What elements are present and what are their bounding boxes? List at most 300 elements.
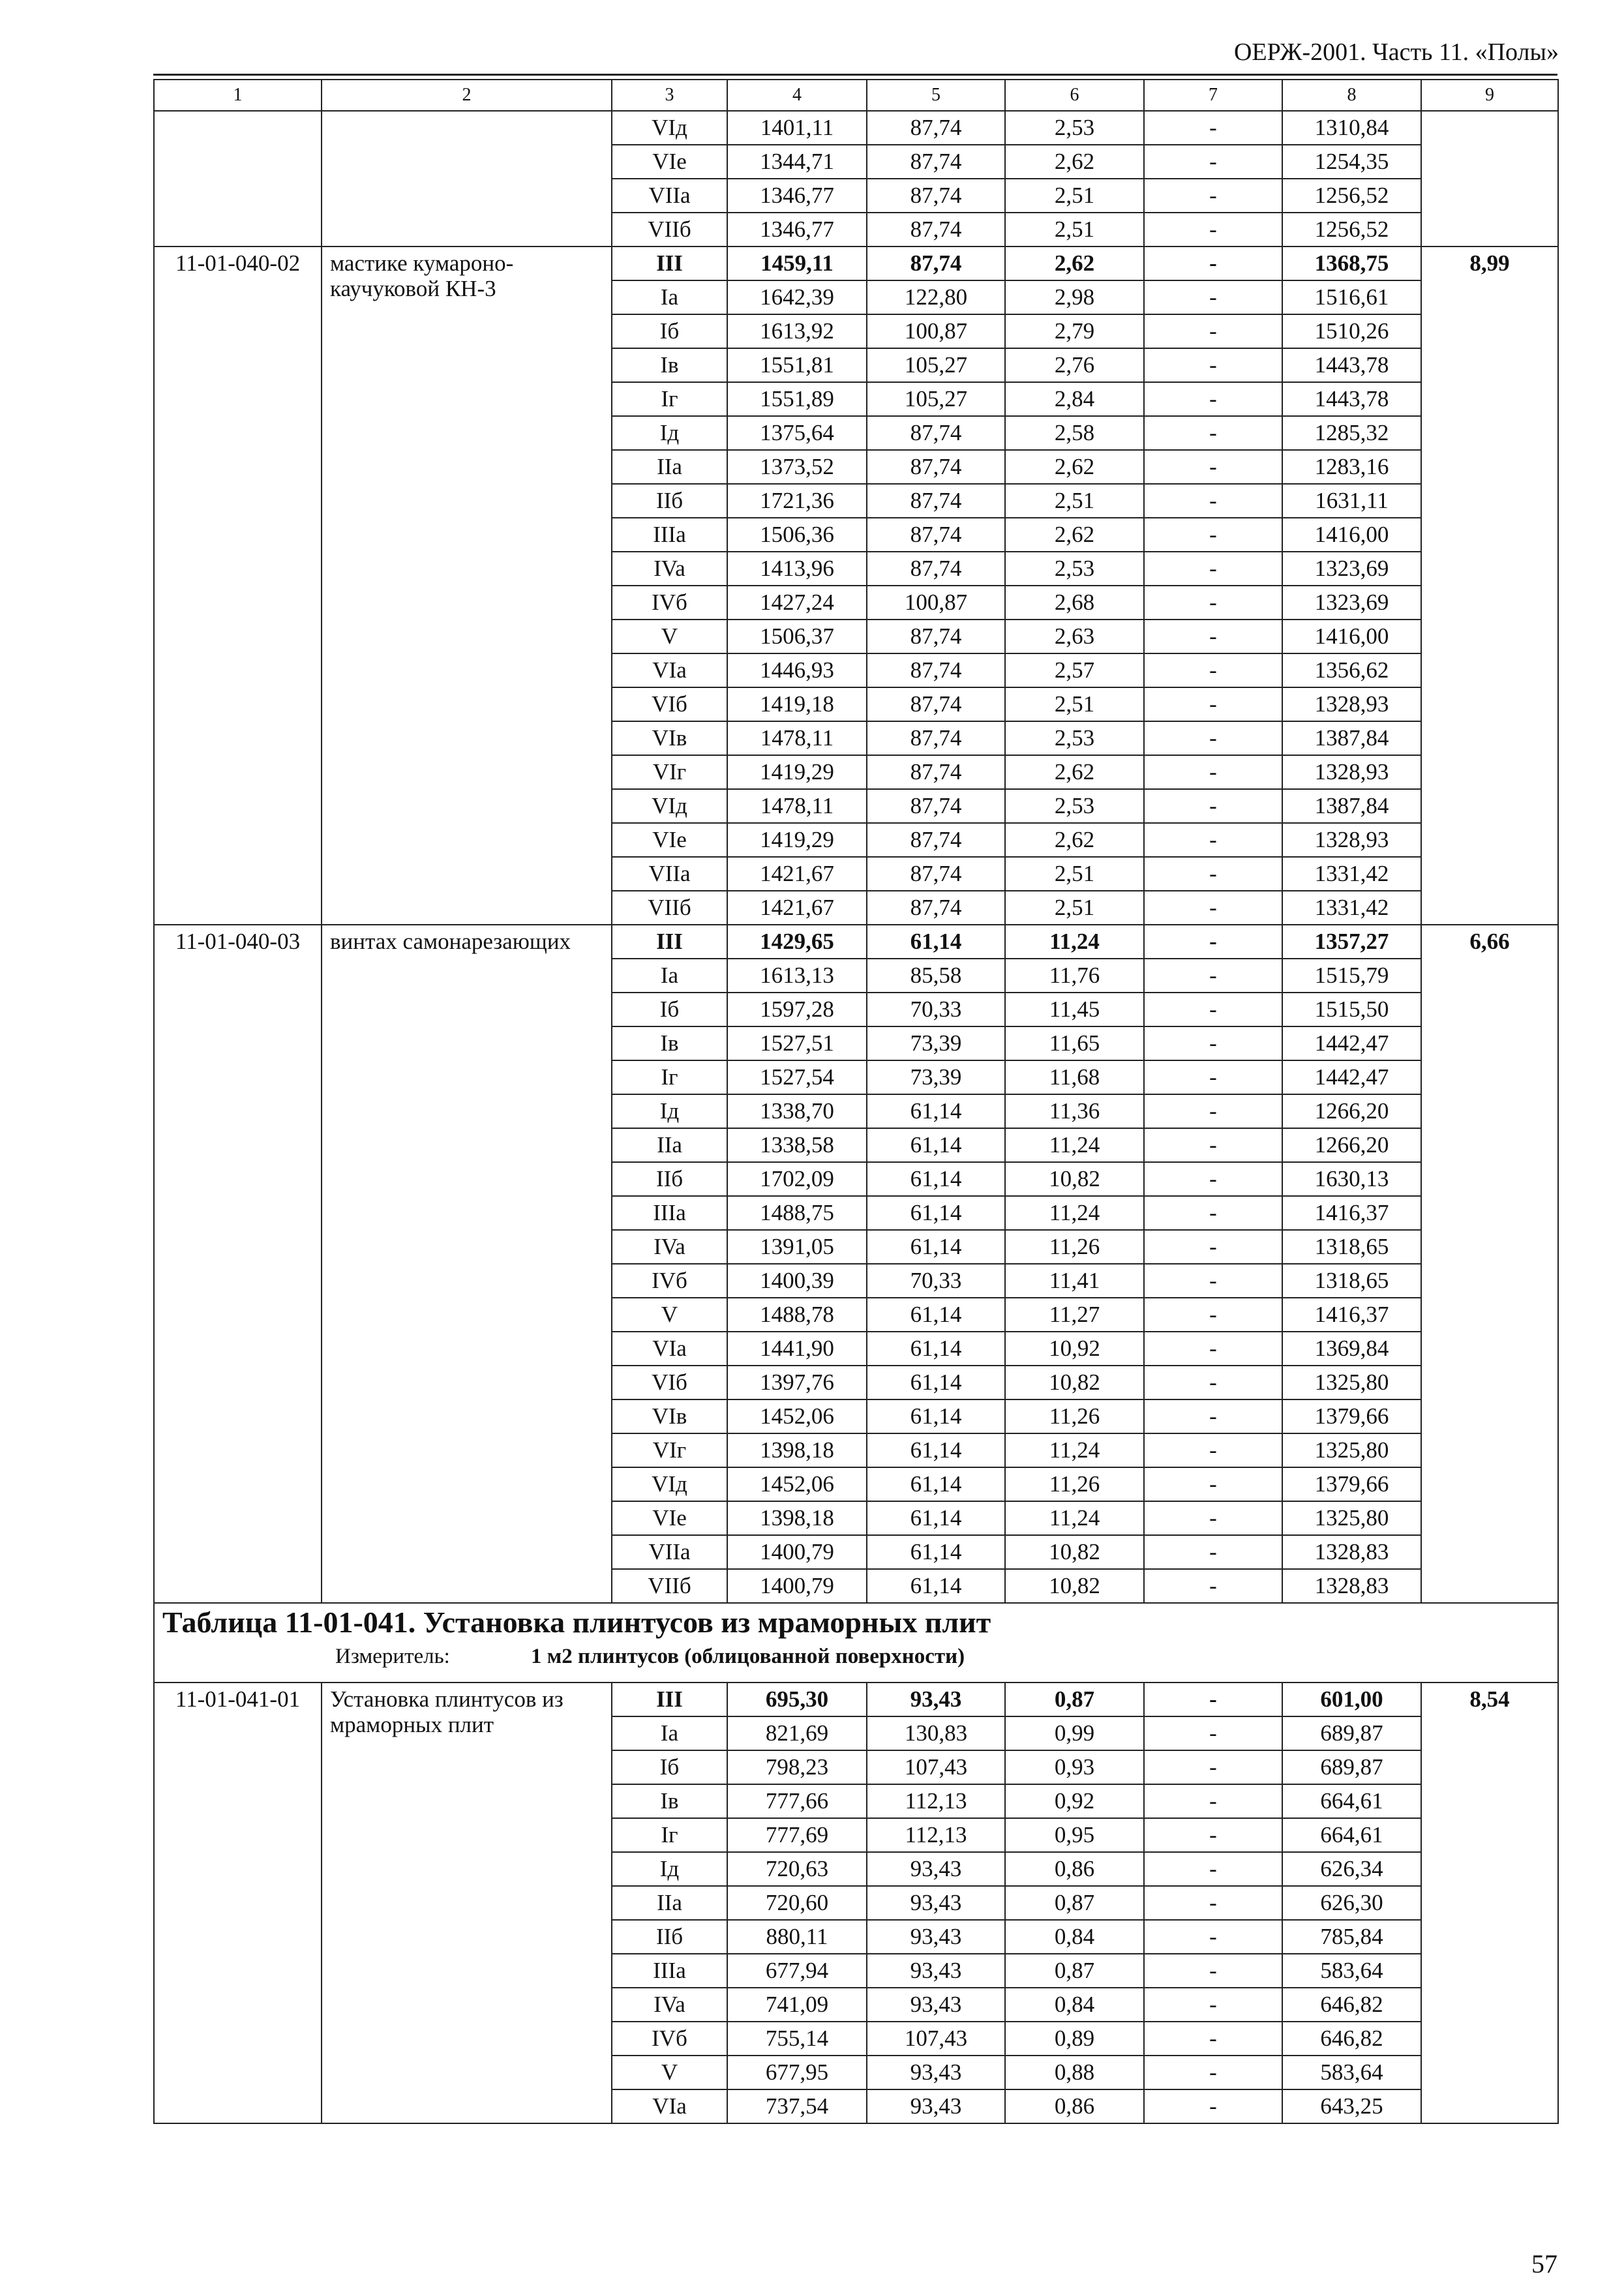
cell-drivers: - [1144, 857, 1282, 891]
cell-labor: 87,74 [867, 213, 1005, 247]
cell-direct-costs: 1527,54 [727, 1060, 867, 1094]
cell-labor: 73,39 [867, 1060, 1005, 1094]
cell-drivers: - [1144, 484, 1282, 518]
cell-zone: VIe [612, 823, 727, 857]
cell-materials: 646,82 [1282, 2022, 1421, 2056]
column-number: 8 [1282, 80, 1421, 111]
running-header: ОЕРЖ-2001. Часть 11. «Полы» [1233, 38, 1559, 66]
cell-machines: 11,24 [1005, 1433, 1144, 1467]
cell-materials: 1254,35 [1282, 145, 1421, 179]
cell-labor: 87,74 [867, 891, 1005, 925]
cell-labor: 73,39 [867, 1026, 1005, 1060]
cell-machines: 11,65 [1005, 1026, 1144, 1060]
cell-drivers: - [1144, 1196, 1282, 1230]
cell-code [154, 111, 322, 247]
cell-machines: 11,26 [1005, 1467, 1144, 1501]
cell-materials: 689,87 [1282, 1716, 1421, 1750]
cell-machines: 0,87 [1005, 1886, 1144, 1920]
cell-zone: Iв [612, 1784, 727, 1818]
cell-zone: Ia [612, 280, 727, 314]
cell-machines: 2,62 [1005, 755, 1144, 789]
cell-direct-costs: 798,23 [727, 1750, 867, 1784]
table-row [154, 925, 1558, 959]
cell-labor: 93,43 [867, 1886, 1005, 1920]
cell-labor: 87,74 [867, 823, 1005, 857]
cell-direct-costs: 1397,76 [727, 1366, 867, 1399]
cell-direct-costs: 1488,75 [727, 1196, 867, 1230]
cell-materials: 1630,13 [1282, 1162, 1421, 1196]
cell-zone: VIг [612, 1433, 727, 1467]
header-rule [153, 74, 1557, 76]
cell-zone: VIa [612, 2089, 727, 2123]
cell-drivers: - [1144, 1094, 1282, 1128]
cell-drivers: - [1144, 213, 1282, 247]
cell-materials: 1515,50 [1282, 993, 1421, 1026]
cell-labor: 107,43 [867, 2022, 1005, 2056]
cell-drivers: - [1144, 620, 1282, 653]
cell-direct-costs: 1527,51 [727, 1026, 867, 1060]
cell-zone: Iд [612, 1852, 727, 1886]
cell-machines: 0,95 [1005, 1818, 1144, 1852]
cell-labor: 61,14 [867, 1332, 1005, 1366]
cell-direct-costs: 821,69 [727, 1716, 867, 1750]
cell-labor: 100,87 [867, 314, 1005, 348]
table-title-row [154, 1603, 1558, 1683]
cell-machines: 11,24 [1005, 925, 1144, 959]
cell-direct-costs: 1421,67 [727, 857, 867, 891]
cell-zone: VIб [612, 687, 727, 721]
cell-materials: 1328,83 [1282, 1569, 1421, 1603]
cell-drivers: - [1144, 247, 1282, 280]
cell-direct-costs: 1551,81 [727, 348, 867, 382]
cell-zone: Iв [612, 348, 727, 382]
cell-direct-costs: 720,60 [727, 1886, 867, 1920]
cell-machines: 10,92 [1005, 1332, 1144, 1366]
cell-direct-costs: 1391,05 [727, 1230, 867, 1264]
cell-labor: 61,14 [867, 1128, 1005, 1162]
cell-zone: VIIa [612, 1535, 727, 1569]
cell-drivers: - [1144, 789, 1282, 823]
cell-machines: 2,63 [1005, 620, 1144, 653]
cell-materials: 1323,69 [1282, 586, 1421, 620]
cell-machines: 10,82 [1005, 1569, 1144, 1603]
cell-zone: VIб [612, 1366, 727, 1399]
cell-machines: 2,51 [1005, 891, 1144, 925]
cell-zone: IIб [612, 484, 727, 518]
cell-zone: VIв [612, 1399, 727, 1433]
cell-direct-costs: 1721,36 [727, 484, 867, 518]
cell-materials: 1442,47 [1282, 1026, 1421, 1060]
cell-machines: 10,82 [1005, 1366, 1144, 1399]
cell-materials: 643,25 [1282, 2089, 1421, 2123]
cell-zone: IIa [612, 1886, 727, 1920]
cell-materials: 1266,20 [1282, 1094, 1421, 1128]
cell-direct-costs: 777,66 [727, 1784, 867, 1818]
cell-name [322, 111, 612, 247]
cell-labor: 87,74 [867, 755, 1005, 789]
cell-drivers: - [1144, 1569, 1282, 1603]
cell-machines: 2,98 [1005, 280, 1144, 314]
cell-zone: IVa [612, 1230, 727, 1264]
cell-machines: 2,62 [1005, 823, 1144, 857]
cell-drivers: - [1144, 1366, 1282, 1399]
cell-direct-costs: 1400,39 [727, 1264, 867, 1298]
cell-zone: Iб [612, 1750, 727, 1784]
cell-machines: 2,51 [1005, 857, 1144, 891]
cell-col9: 6,66 [1421, 925, 1558, 1603]
column-number: 5 [867, 80, 1005, 111]
table-title: Таблица 11-01-041. Установка плинтусов из мраморных плит [162, 1606, 991, 1639]
cell-drivers: - [1144, 1683, 1282, 1716]
cell-materials: 626,30 [1282, 1886, 1421, 1920]
cell-col9 [1421, 111, 1558, 247]
cell-zone: VIд [612, 111, 727, 145]
cell-direct-costs: 677,94 [727, 1954, 867, 1988]
cell-materials: 1416,37 [1282, 1298, 1421, 1332]
column-number: 7 [1144, 80, 1282, 111]
cell-machines: 0,86 [1005, 2089, 1144, 2123]
cell-machines: 10,82 [1005, 1162, 1144, 1196]
cell-materials: 1285,32 [1282, 416, 1421, 450]
cell-direct-costs: 1398,18 [727, 1433, 867, 1467]
cell-machines: 0,84 [1005, 1988, 1144, 2022]
cell-labor: 70,33 [867, 993, 1005, 1026]
cell-materials: 1510,26 [1282, 314, 1421, 348]
cell-labor: 87,74 [867, 552, 1005, 586]
cell-direct-costs: 1419,18 [727, 687, 867, 721]
cell-zone: VIIб [612, 1569, 727, 1603]
cell-labor: 70,33 [867, 1264, 1005, 1298]
cell-labor: 87,74 [867, 687, 1005, 721]
cell-drivers: - [1144, 1886, 1282, 1920]
cell-materials: 785,84 [1282, 1920, 1421, 1954]
cell-labor: 93,43 [867, 2056, 1005, 2089]
cell-direct-costs: 1344,71 [727, 145, 867, 179]
cell-labor: 87,74 [867, 179, 1005, 213]
cell-labor: 61,14 [867, 1094, 1005, 1128]
cell-labor: 61,14 [867, 1196, 1005, 1230]
cell-direct-costs: 1446,93 [727, 653, 867, 687]
cell-direct-costs: 1478,11 [727, 789, 867, 823]
cell-direct-costs: 1597,28 [727, 993, 867, 1026]
cell-direct-costs: 1459,11 [727, 247, 867, 280]
cell-direct-costs: 1400,79 [727, 1569, 867, 1603]
cell-code: 11-01-040-03 [154, 925, 322, 1603]
cell-direct-costs: 1551,89 [727, 382, 867, 416]
cell-zone: V [612, 2056, 727, 2089]
cell-machines: 2,53 [1005, 721, 1144, 755]
cell-materials: 664,61 [1282, 1818, 1421, 1852]
cell-drivers: - [1144, 552, 1282, 586]
cell-drivers: - [1144, 348, 1282, 382]
cell-machines: 2,76 [1005, 348, 1144, 382]
cell-machines: 11,41 [1005, 1264, 1144, 1298]
cell-labor: 61,14 [867, 1501, 1005, 1535]
cell-materials: 1318,65 [1282, 1264, 1421, 1298]
cell-drivers: - [1144, 179, 1282, 213]
cell-materials: 601,00 [1282, 1683, 1421, 1716]
cell-labor: 87,74 [867, 247, 1005, 280]
cell-zone: Iв [612, 1026, 727, 1060]
cell-labor: 100,87 [867, 586, 1005, 620]
cell-drivers: - [1144, 586, 1282, 620]
cell-machines: 2,79 [1005, 314, 1144, 348]
cell-direct-costs: 1452,06 [727, 1467, 867, 1501]
cell-direct-costs: 737,54 [727, 2089, 867, 2123]
cell-labor: 87,74 [867, 721, 1005, 755]
cell-drivers: - [1144, 925, 1282, 959]
meter-label: Измеритель: [335, 1644, 450, 1668]
cell-zone: IIIa [612, 1954, 727, 1988]
cell-drivers: - [1144, 1818, 1282, 1852]
cell-zone: III [612, 247, 727, 280]
cell-machines: 0,99 [1005, 1716, 1144, 1750]
cell-labor: 61,14 [867, 925, 1005, 959]
cell-direct-costs: 741,09 [727, 1988, 867, 2022]
cell-zone: VIIa [612, 179, 727, 213]
cell-drivers: - [1144, 687, 1282, 721]
cell-labor: 107,43 [867, 1750, 1005, 1784]
cell-direct-costs: 1702,09 [727, 1162, 867, 1196]
cell-drivers: - [1144, 1920, 1282, 1954]
cell-drivers: - [1144, 755, 1282, 789]
cell-direct-costs: 1441,90 [727, 1332, 867, 1366]
cell-zone: VIг [612, 755, 727, 789]
meter-value: 1 м2 плинтусов (облицованной поверхности) [531, 1644, 965, 1668]
cell-machines: 2,58 [1005, 416, 1144, 450]
cell-labor: 61,14 [867, 1162, 1005, 1196]
cell-materials: 583,64 [1282, 2056, 1421, 2089]
cell-materials: 1256,52 [1282, 179, 1421, 213]
cell-machines: 11,26 [1005, 1230, 1144, 1264]
cell-materials: 1516,61 [1282, 280, 1421, 314]
cell-drivers: - [1144, 1298, 1282, 1332]
cell-labor: 61,14 [867, 1366, 1005, 1399]
column-number: 9 [1421, 80, 1558, 111]
cell-materials: 1368,75 [1282, 247, 1421, 280]
meter-line [162, 1645, 1557, 1668]
cell-labor: 61,14 [867, 1230, 1005, 1264]
cell-zone: VIa [612, 1332, 727, 1366]
cell-labor: 87,74 [867, 145, 1005, 179]
cell-machines: 2,51 [1005, 179, 1144, 213]
cell-drivers: - [1144, 1501, 1282, 1535]
cell-machines: 11,76 [1005, 959, 1144, 993]
cell-machines: 11,24 [1005, 1196, 1144, 1230]
cell-drivers: - [1144, 2022, 1282, 2056]
cell-labor: 93,43 [867, 1852, 1005, 1886]
cell-direct-costs: 677,95 [727, 2056, 867, 2089]
cell-zone: VIв [612, 721, 727, 755]
cell-drivers: - [1144, 1264, 1282, 1298]
cell-materials: 1379,66 [1282, 1467, 1421, 1501]
cell-direct-costs: 1427,24 [727, 586, 867, 620]
cell-materials: 1256,52 [1282, 213, 1421, 247]
cell-zone: IVб [612, 1264, 727, 1298]
cell-materials: 1443,78 [1282, 382, 1421, 416]
cell-machines: 2,84 [1005, 382, 1144, 416]
cell-zone: IIa [612, 450, 727, 484]
cell-zone: III [612, 1683, 727, 1716]
cell-materials: 1283,16 [1282, 450, 1421, 484]
cell-zone: VIa [612, 653, 727, 687]
cell-machines: 11,24 [1005, 1128, 1144, 1162]
cell-drivers: - [1144, 1230, 1282, 1264]
cell-zone: Ia [612, 1716, 727, 1750]
cell-materials: 689,87 [1282, 1750, 1421, 1784]
cell-drivers: - [1144, 1954, 1282, 1988]
cell-direct-costs: 1346,77 [727, 213, 867, 247]
cell-materials: 1323,69 [1282, 552, 1421, 586]
cell-direct-costs: 1338,58 [727, 1128, 867, 1162]
cell-materials: 1369,84 [1282, 1332, 1421, 1366]
cell-labor: 87,74 [867, 450, 1005, 484]
cell-materials: 1416,00 [1282, 518, 1421, 552]
cell-zone: VIIa [612, 857, 727, 891]
cell-machines: 11,26 [1005, 1399, 1144, 1433]
cell-direct-costs: 1419,29 [727, 755, 867, 789]
cell-zone: Ia [612, 959, 727, 993]
cell-materials: 1515,79 [1282, 959, 1421, 993]
cell-direct-costs: 1400,79 [727, 1535, 867, 1569]
cell-machines: 11,68 [1005, 1060, 1144, 1094]
cell-labor: 87,74 [867, 111, 1005, 145]
cell-machines: 2,62 [1005, 518, 1144, 552]
cell-labor: 87,74 [867, 857, 1005, 891]
table-row [154, 111, 1558, 145]
cell-drivers: - [1144, 993, 1282, 1026]
cell-labor: 61,14 [867, 1467, 1005, 1501]
cell-labor: 61,14 [867, 1298, 1005, 1332]
cell-materials: 1310,84 [1282, 111, 1421, 145]
cell-machines: 11,27 [1005, 1298, 1144, 1332]
cell-materials: 1356,62 [1282, 653, 1421, 687]
cell-zone: Iб [612, 993, 727, 1026]
cell-zone: VIe [612, 145, 727, 179]
cell-materials: 1631,11 [1282, 484, 1421, 518]
cell-drivers: - [1144, 416, 1282, 450]
cell-name: мастике кумароно-каучуковой КН-3 [322, 247, 612, 925]
cell-direct-costs: 1398,18 [727, 1501, 867, 1535]
cell-zone: Iд [612, 1094, 727, 1128]
cell-direct-costs: 1506,37 [727, 620, 867, 653]
cell-machines: 2,51 [1005, 213, 1144, 247]
cell-machines: 2,53 [1005, 789, 1144, 823]
cell-materials: 1387,84 [1282, 789, 1421, 823]
cell-drivers: - [1144, 1535, 1282, 1569]
cell-materials: 1331,42 [1282, 891, 1421, 925]
cell-code: 11-01-040-02 [154, 247, 322, 925]
cell-materials: 1331,42 [1282, 857, 1421, 891]
cell-direct-costs: 777,69 [727, 1818, 867, 1852]
cell-drivers: - [1144, 2089, 1282, 2123]
cell-zone: IIб [612, 1162, 727, 1196]
cell-materials: 1442,47 [1282, 1060, 1421, 1094]
cell-machines: 0,89 [1005, 2022, 1144, 2056]
column-number: 1 [154, 80, 322, 111]
cell-zone: Iг [612, 1818, 727, 1852]
cell-materials: 1328,83 [1282, 1535, 1421, 1569]
cell-zone: VIд [612, 789, 727, 823]
cell-machines: 2,53 [1005, 111, 1144, 145]
cell-labor: 93,43 [867, 1988, 1005, 2022]
cell-labor: 93,43 [867, 1920, 1005, 1954]
cell-machines: 0,87 [1005, 1683, 1144, 1716]
cell-materials: 1318,65 [1282, 1230, 1421, 1264]
cell-zone: IVб [612, 2022, 727, 2056]
cell-labor: 85,58 [867, 959, 1005, 993]
cell-labor: 61,14 [867, 1399, 1005, 1433]
cell-col9: 8,54 [1421, 1683, 1558, 2123]
column-number: 2 [322, 80, 612, 111]
cell-direct-costs: 1613,13 [727, 959, 867, 993]
cell-materials: 1266,20 [1282, 1128, 1421, 1162]
cell-labor: 87,74 [867, 653, 1005, 687]
cell-materials: 1325,80 [1282, 1433, 1421, 1467]
cell-labor: 105,27 [867, 348, 1005, 382]
cell-materials: 1357,27 [1282, 925, 1421, 959]
cell-materials: 583,64 [1282, 1954, 1421, 1988]
cell-name: Установка плинтусов из мраморных плит [322, 1683, 612, 2123]
cell-machines: 0,93 [1005, 1750, 1144, 1784]
cell-drivers: - [1144, 1026, 1282, 1060]
cell-materials: 1328,93 [1282, 755, 1421, 789]
cell-materials: 1325,80 [1282, 1366, 1421, 1399]
cell-drivers: - [1144, 653, 1282, 687]
cell-zone: VIIб [612, 891, 727, 925]
cell-drivers: - [1144, 1784, 1282, 1818]
cell-direct-costs: 880,11 [727, 1920, 867, 1954]
cell-zone: Iд [612, 416, 727, 450]
cell-direct-costs: 1452,06 [727, 1399, 867, 1433]
cell-machines: 11,24 [1005, 1501, 1144, 1535]
cell-machines: 10,82 [1005, 1535, 1144, 1569]
cell-materials: 1328,93 [1282, 823, 1421, 857]
cell-drivers: - [1144, 1433, 1282, 1467]
cell-drivers: - [1144, 823, 1282, 857]
cell-machines: 2,53 [1005, 552, 1144, 586]
column-number: 3 [612, 80, 727, 111]
cell-direct-costs: 1488,78 [727, 1298, 867, 1332]
cell-code: 11-01-041-01 [154, 1683, 322, 2123]
cell-machines: 11,45 [1005, 993, 1144, 1026]
cell-direct-costs: 1613,92 [727, 314, 867, 348]
cell-direct-costs: 1338,70 [727, 1094, 867, 1128]
cell-drivers: - [1144, 1750, 1282, 1784]
column-number: 6 [1005, 80, 1144, 111]
cell-direct-costs: 755,14 [727, 2022, 867, 2056]
cell-machines: 0,84 [1005, 1920, 1144, 1954]
rates-table [153, 79, 1559, 2124]
cell-labor: 112,13 [867, 1818, 1005, 1852]
cell-zone: IVa [612, 1988, 727, 2022]
cell-zone: VIIб [612, 213, 727, 247]
cell-drivers: - [1144, 1162, 1282, 1196]
cell-drivers: - [1144, 111, 1282, 145]
cell-direct-costs: 1413,96 [727, 552, 867, 586]
column-number: 4 [727, 80, 867, 111]
cell-zone: VIд [612, 1467, 727, 1501]
cell-labor: 87,74 [867, 416, 1005, 450]
cell-direct-costs: 1375,64 [727, 416, 867, 450]
table-title-cell [154, 1603, 1558, 1683]
cell-materials: 1416,37 [1282, 1196, 1421, 1230]
cell-machines: 2,62 [1005, 145, 1144, 179]
cell-zone: IVб [612, 586, 727, 620]
cell-labor: 122,80 [867, 280, 1005, 314]
cell-machines: 0,92 [1005, 1784, 1144, 1818]
cell-zone: Iг [612, 1060, 727, 1094]
